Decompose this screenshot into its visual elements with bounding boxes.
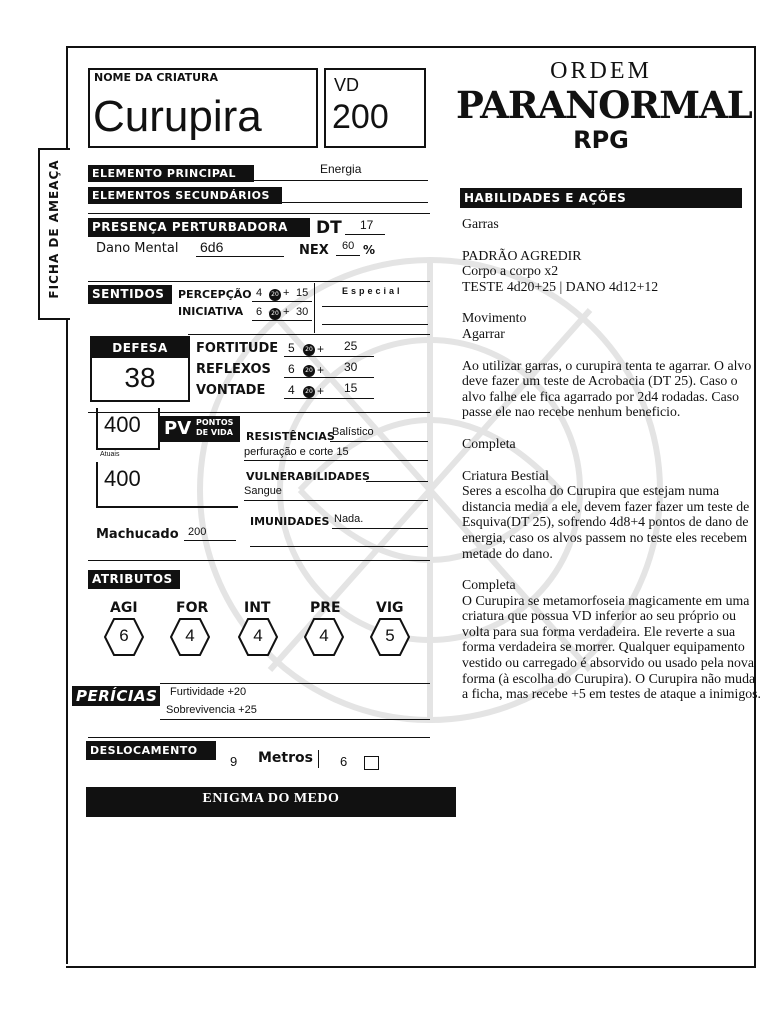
d20-icon: 20: [269, 308, 281, 320]
vulnerabilidades-value[interactable]: Sangue: [244, 485, 282, 497]
sentidos-label: SENTIDOS: [88, 285, 172, 304]
reflexos-dice[interactable]: 6: [288, 362, 295, 376]
d20-icon: 20: [303, 344, 315, 356]
pv-max-box: [96, 462, 238, 508]
vontade-plus: +: [317, 384, 325, 398]
percepcao-label: PERCEPÇÃO: [178, 288, 252, 301]
reflexos-bonus[interactable]: 30: [344, 360, 358, 374]
habilidades-label: HABILIDADES E AÇÕES: [460, 188, 742, 208]
vd-box: [324, 68, 426, 148]
resistencias-line: [330, 441, 428, 442]
sentidos-top-line: [88, 281, 430, 282]
elemento-principal-line: [254, 180, 428, 181]
machucado-line: [184, 540, 236, 541]
habilidade-paragraph: Completa: [462, 435, 516, 451]
pv-atual-value[interactable]: 400: [104, 412, 141, 437]
presenca-label: PRESENÇA PERTURBADORA: [88, 218, 310, 237]
defesa-value[interactable]: 38: [124, 362, 156, 393]
vontade-label: VONTADE: [196, 383, 266, 398]
pv-max-value[interactable]: 400: [104, 466, 141, 491]
pericias-bottom-line: [160, 719, 430, 720]
pv-sub2: DE VIDA: [196, 428, 233, 437]
machucado-value[interactable]: 200: [188, 526, 207, 538]
d20-icon: 20: [303, 386, 315, 398]
deslocamento-value[interactable]: 9: [230, 754, 238, 769]
atributos-top-line: [88, 560, 430, 561]
atributo-for-label: FOR: [176, 600, 209, 616]
atributo-agi-label: AGI: [110, 600, 138, 616]
name-label: NOME DA CRIATURA: [94, 71, 219, 84]
presenca-top-line: [88, 213, 430, 214]
especial-label: Especial: [342, 286, 403, 296]
atributo-vig-value[interactable]: 5: [370, 618, 410, 656]
reflexos-line: [284, 377, 374, 378]
imunidades-line: [332, 528, 428, 529]
creature-name: Curupira: [93, 92, 262, 141]
atributos-label: ATRIBUTOS: [88, 570, 180, 589]
vd-label: VD: [334, 75, 360, 95]
reflexos-plus: +: [317, 363, 325, 377]
logo-rpg: RPG: [573, 126, 629, 154]
especial-line-2: [322, 324, 428, 325]
fortitude-dice[interactable]: 5: [288, 341, 295, 355]
atributo-pre-label: PRE: [310, 600, 341, 616]
deslocamento-top-line: [88, 737, 430, 738]
logo-ordem: ORDEM: [550, 58, 652, 84]
especial-divider: [314, 283, 315, 333]
defesa-top-line: [188, 334, 430, 335]
machucado-label: Machucado: [96, 527, 179, 542]
pv-label: PV: [164, 418, 192, 439]
habilidade-paragraph: PADRÃO AGREDIR Corpo a corpo x2 TESTE 4d20+25 | DANO 4d12+12: [462, 247, 659, 294]
fortitude-plus: +: [317, 342, 325, 356]
imunidades-value[interactable]: Nada.: [334, 513, 364, 525]
percepcao-dice[interactable]: 4: [256, 287, 263, 299]
reflexos-label: REFLEXOS: [196, 362, 271, 377]
vontade-bonus[interactable]: 15: [344, 381, 358, 395]
fortitude-label: FORTITUDE: [196, 341, 279, 356]
habilidade-paragraph: Criatura Bestial Seres a escolha do Curupira que estejam numa distancia media a ele, devem fazer fazer um teste de Esquiva(DT 25), sofrendo 4d8+4 pontos de dano de energia, caso os alvos passem no teste eles recebem metade do dano.: [462, 467, 750, 561]
percepcao-line: [252, 301, 312, 302]
d20-icon: 20: [269, 289, 281, 301]
imunidades-label: IMUNIDADES: [250, 515, 330, 528]
iniciativa-line: [252, 320, 312, 321]
elementos-secundarios-line: [282, 202, 428, 203]
resistencias-extra[interactable]: perfuração e corte 15: [244, 446, 349, 458]
dt-value[interactable]: 17: [360, 218, 374, 232]
percepcao-bonus[interactable]: 15: [296, 287, 309, 299]
nex-value[interactable]: 60: [342, 240, 355, 252]
enigma-label: ENIGMA DO MEDO: [86, 787, 456, 817]
nex-label: NEX: [299, 243, 329, 258]
iniciativa-dice[interactable]: 6: [256, 306, 263, 318]
imunidades-line-2: [250, 546, 428, 547]
habilidade-paragraph: Completa O Curupira se metamorfoseia magicamente em uma criatura que possua VD inferior ao seu próprio ou volta para sua forma verdadeira. Ele reverte a sua forma verdadeira se morrer. Qualquer equipamento vestido ou carregado é absorvido ou usado pela nova forma (à escolha do Curupira). O Curupira não muda a ficha, mas recebe +5 em testes de ataque a inimigos.: [462, 577, 761, 702]
side-tab: [38, 148, 70, 320]
dano-mental-label: Dano Mental: [96, 241, 179, 256]
iniciativa-plus: +: [283, 306, 290, 318]
deslocamento-divider: [318, 750, 319, 768]
elemento-principal-value[interactable]: Energia: [320, 162, 362, 176]
iniciativa-label: INICIATIVA: [178, 305, 244, 318]
defesa-label: DEFESA: [92, 338, 188, 358]
atributo-int-value[interactable]: 4: [238, 618, 278, 656]
vulnerabilidades-label: VULNERABILIDADES: [246, 470, 370, 483]
pv-sub1: PONTOS: [196, 418, 234, 427]
atributo-vig-label: VIG: [376, 600, 404, 616]
logo-paranormal: PARANORMAL: [456, 83, 752, 127]
especial-line-1: [322, 306, 428, 307]
d20-icon: 20: [303, 365, 315, 377]
defesa-box: [90, 336, 190, 402]
resistencias-label: RESISTÊNCIAS: [246, 430, 335, 443]
logo: [456, 58, 752, 168]
nex-line: [336, 255, 360, 256]
atributo-pre-value[interactable]: 4: [304, 618, 344, 656]
atributo-int-label: INT: [244, 600, 271, 616]
elemento-principal-label: ELEMENTO PRINCIPAL: [88, 165, 254, 182]
pv-label-box: [158, 416, 240, 442]
pericias-line-2[interactable]: Sobrevivencia +25: [166, 704, 257, 716]
vontade-dice[interactable]: 4: [288, 383, 295, 397]
side-tab-label: FICHA DE AMEAÇA: [47, 159, 61, 299]
nex-percent: %: [363, 243, 376, 257]
pericias-top-line: [160, 683, 430, 684]
atributo-for-value[interactable]: 4: [170, 618, 210, 656]
deslocamento-unit: Metros: [258, 750, 313, 766]
fortitude-line: [284, 356, 374, 357]
name-box: [88, 68, 318, 148]
deslocamento-quadrados[interactable]: 6: [340, 754, 348, 769]
elementos-secundarios-label: ELEMENTOS SECUNDÁRIOS: [88, 187, 282, 204]
fortitude-bonus[interactable]: 25: [344, 339, 358, 353]
pericias-label: PERÍCIAS: [72, 686, 160, 706]
habilidade-paragraph: Movimento Agarrar: [462, 310, 527, 341]
pericias-line-1[interactable]: Furtividade +20: [170, 686, 247, 698]
dano-mental-value[interactable]: 6d6: [200, 239, 224, 255]
habilidade-paragraph: Ao utilizar garras, o curupira tenta te agarrar. O alvo deve fazer um teste de Acrobacia (DT 25). Caso o alvo falhe ele fica agarrado por 2d4 rodadas. Caso passe ele nao recebe nenhum beneficio.: [462, 357, 752, 420]
dt-line: [345, 234, 385, 235]
dt-label: DT: [316, 218, 342, 238]
resistencias-value[interactable]: Balístico: [332, 426, 374, 438]
deslocamento-checkbox[interactable]: [364, 756, 379, 770]
vd-value: 200: [332, 98, 389, 136]
pv-atual-box: [96, 408, 160, 450]
resistencias-line-2: [244, 460, 428, 461]
vontade-line: [284, 398, 374, 399]
iniciativa-bonus[interactable]: 30: [296, 306, 309, 318]
vulnerabilidades-line-2: [244, 500, 428, 501]
habilidades-text: [462, 216, 762, 718]
deslocamento-label: DESLOCAMENTO: [86, 741, 216, 760]
dano-mental-line: [196, 256, 284, 257]
habilidade-paragraph: Garras: [462, 216, 499, 231]
percepcao-plus: +: [283, 287, 290, 299]
atributo-agi-value[interactable]: 6: [104, 618, 144, 656]
pv-atuais-label: Atuais: [100, 451, 120, 458]
vulnerabilidades-line: [366, 481, 428, 482]
